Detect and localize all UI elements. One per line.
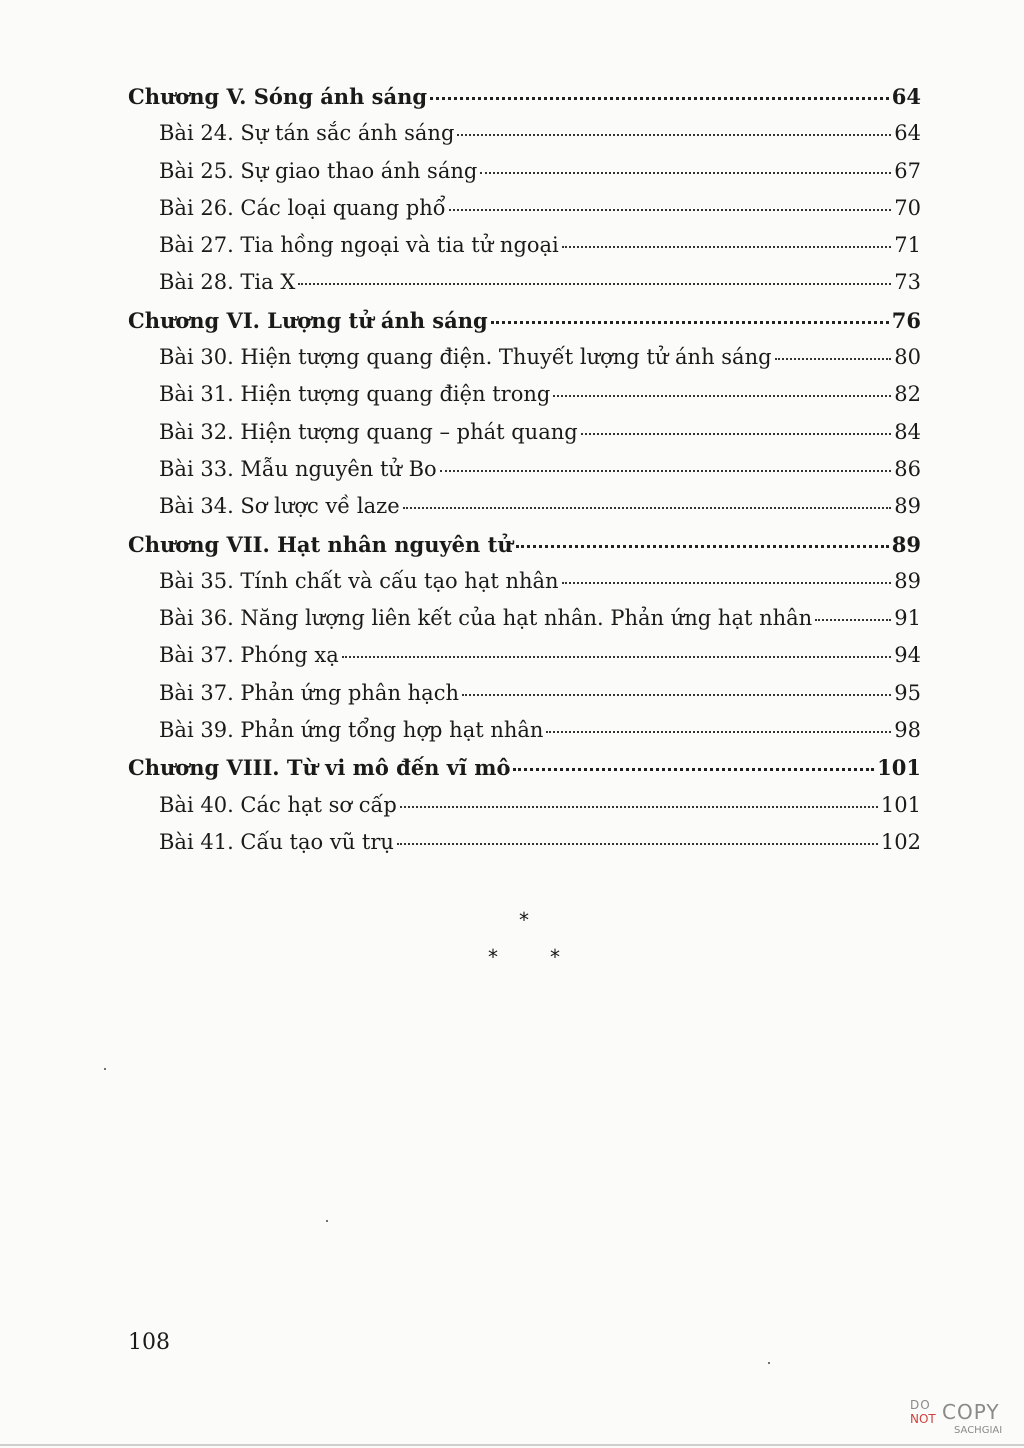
toc-chapter-row	[128, 308, 921, 345]
toc-lesson-row	[128, 382, 921, 419]
toc-lesson-row	[128, 233, 921, 270]
lesson-title: Bài 32. Hiện tượng quang – phát quang	[159, 419, 578, 444]
toc-chapter-row	[128, 532, 921, 569]
dot-leader	[562, 582, 892, 584]
chapter-title: Chương VIII. Từ vi mô đến vĩ mô	[128, 755, 511, 781]
page-ref: 101	[877, 755, 921, 781]
page-bottom-edge	[0, 1444, 1024, 1446]
scan-speck	[326, 1220, 328, 1222]
dot-leader	[581, 433, 892, 435]
stamp-do: DO	[910, 1398, 931, 1412]
toc-chapter-row	[128, 84, 921, 121]
toc-lesson-row	[128, 793, 921, 830]
toc-lesson-row	[128, 270, 921, 307]
toc-lesson-row	[128, 569, 921, 606]
lesson-title: Bài 31. Hiện tượng quang điện trong	[159, 382, 551, 407]
page-ref: 98	[894, 718, 921, 743]
page-ref: 89	[891, 531, 921, 557]
stamp-copy: COPY	[942, 1400, 1000, 1424]
chapter-title: Chương VI. Lượng tử ánh sáng	[128, 307, 488, 333]
toc-lesson-row	[128, 345, 921, 382]
lesson-title: Bài 30. Hiện tượng quang điện. Thuyết lượng tử ánh sáng	[159, 345, 772, 370]
dot-leader	[457, 134, 891, 136]
toc-chapter-row	[128, 755, 921, 792]
toc-lesson-row	[128, 681, 921, 718]
lesson-title: Bài 37. Phóng xạ	[159, 643, 339, 668]
do-not-copy-stamp	[908, 1397, 1012, 1441]
stamp-brand: SACHGIAI	[954, 1425, 1003, 1436]
page-ref: 70	[894, 195, 921, 220]
dot-leader	[298, 283, 891, 285]
page-ref: 64	[894, 121, 921, 146]
lesson-title: Bài 36. Năng lượng liên kết của hạt nhân. Phản ứng hạt nhân	[159, 606, 813, 631]
dot-leader	[430, 97, 889, 100]
lesson-title: Bài 28. Tia X	[159, 270, 296, 295]
toc-lesson-row	[128, 643, 921, 680]
dot-leader	[440, 470, 892, 472]
scan-speck	[104, 1068, 106, 1070]
page-ref: 71	[894, 233, 921, 258]
lesson-title: Bài 39. Phản ứng tổng hợp hạt nhân	[159, 718, 544, 743]
toc-lesson-row	[128, 718, 921, 755]
chapter-title: Chương VII. Hạt nhân nguyên tử	[128, 531, 513, 557]
page-ref: 84	[894, 419, 921, 444]
page-number: 108	[128, 1330, 170, 1355]
page-ref: 76	[891, 307, 921, 333]
dot-leader	[403, 507, 892, 509]
page-ref: 86	[894, 456, 921, 481]
lesson-title: Bài 35. Tính chất và cấu tạo hạt nhân	[159, 568, 559, 593]
page-ref: 73	[894, 270, 921, 295]
dot-leader	[400, 806, 878, 808]
lesson-title: Bài 37. Phản ứng phân hạch	[159, 680, 459, 705]
lesson-title: Bài 24. Sự tán sắc ánh sáng	[159, 121, 455, 146]
ornament-star-right: *	[550, 945, 560, 969]
lesson-title: Bài 40. Các hạt sơ cấp	[159, 792, 397, 817]
stamp-not: NOT	[910, 1412, 936, 1426]
dot-leader	[516, 545, 889, 548]
toc-lesson-row	[128, 196, 921, 233]
page-ref: 102	[880, 829, 921, 854]
dot-leader	[397, 843, 878, 845]
page-ref: 89	[894, 568, 921, 593]
lesson-title: Bài 26. Các loại quang phổ	[159, 195, 446, 220]
dot-leader	[546, 731, 891, 733]
lesson-title: Bài 41. Cấu tạo vũ trụ	[159, 829, 394, 854]
dot-leader	[553, 395, 891, 397]
table-of-contents	[128, 84, 921, 867]
page-ref: 80	[894, 345, 921, 370]
toc-lesson-row	[128, 159, 921, 196]
scan-speck	[768, 1362, 770, 1364]
dot-leader	[449, 209, 892, 211]
dot-leader	[513, 768, 874, 771]
page-ref: 67	[894, 158, 921, 183]
toc-lesson-row	[128, 830, 921, 867]
page-ref: 89	[894, 494, 921, 519]
lesson-title: Bài 27. Tia hồng ngoại và tia tử ngoại	[159, 233, 559, 258]
lesson-title: Bài 33. Mẫu nguyên tử Bo	[159, 456, 437, 481]
page-ref: 91	[894, 606, 921, 631]
toc-lesson-row	[128, 494, 921, 531]
dot-leader	[342, 656, 892, 658]
dot-leader	[480, 172, 891, 174]
page-ref: 101	[880, 792, 921, 817]
ornament-star-left: *	[488, 945, 498, 969]
toc-lesson-row	[128, 121, 921, 158]
lesson-title: Bài 34. Sơ lược về laze	[159, 494, 400, 519]
dot-leader	[775, 358, 892, 360]
ornament-star-top: *	[519, 908, 529, 932]
page-ref: 64	[891, 84, 921, 109]
dot-leader	[462, 694, 891, 696]
page-ref: 95	[894, 680, 921, 705]
chapter-title: Chương V. Sóng ánh sáng	[128, 84, 428, 109]
page-ref: 82	[894, 382, 921, 407]
page-ref: 94	[894, 643, 921, 668]
dot-leader	[491, 321, 889, 324]
dot-leader	[815, 619, 891, 621]
dot-leader	[562, 246, 891, 248]
toc-lesson-row	[128, 420, 921, 457]
toc-lesson-row	[128, 606, 921, 643]
toc-lesson-row	[128, 457, 921, 494]
lesson-title: Bài 25. Sự giao thao ánh sáng	[159, 158, 478, 183]
